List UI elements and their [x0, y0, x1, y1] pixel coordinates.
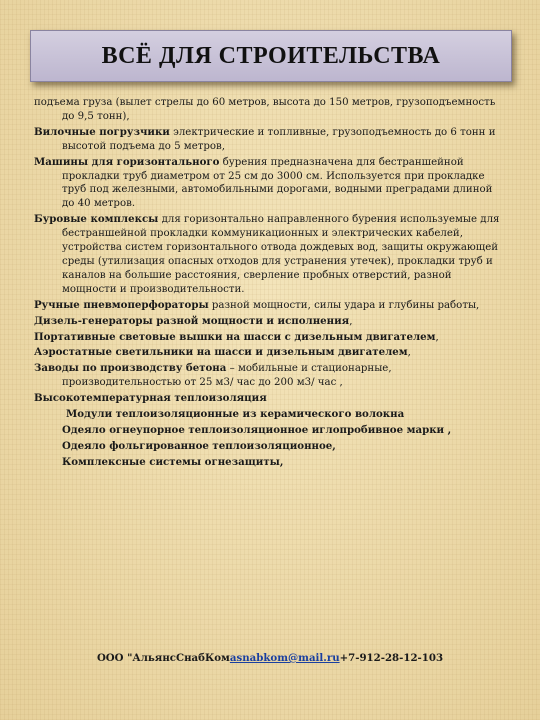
product-list: [34, 96, 504, 472]
company-name: ООО "АльянсСнабКом: [96, 652, 230, 664]
sub-list-item: Модули теплоизоляционные из керамического волокна: [66, 408, 405, 421]
list-item: [34, 299, 504, 313]
item-text: электрические и топливные, грузоподъемность до 6 тонн и высотой подъема до 5 метров,: [62, 126, 496, 152]
item-bold: Машины для горизонтального: [34, 155, 220, 168]
item-text: бурения предназначена для бестраншейной прокладки труб диаметром от 25 см до 3000 см. Используется при прокладке труб под железными, автомобильными дорогами, водными преградами длиной до 40 метров.: [62, 156, 493, 210]
item-text: для горизонтально направленного бурения используемые для бестраншейной прокладки коммуникационных и электрических кабелей, устройства систем горизонтального отвода дождевых вод, защиты окружающей среды (утилизация опасных отходов для устранения утечек), прокладки труб и каналов на большие расстояния, сверление пробных отверстий, разной мощности и производительности.: [62, 214, 500, 295]
item-bold: Аэростатные светильники на шасси и дизельным двигателем: [34, 346, 408, 359]
list-item: [34, 96, 504, 124]
list-item: [34, 392, 504, 406]
item-text: ,: [349, 315, 353, 327]
sub-list-item: Комплексные системы огнезащиты,: [62, 455, 284, 468]
item-bold: Буровые комплексы: [34, 213, 159, 226]
item-text: разной мощности, силы удара и глубины работы,: [208, 299, 480, 311]
phone-number: +7-912-28-12-103: [339, 652, 444, 664]
item-bold: Вилочные погрузчики: [34, 125, 170, 138]
list-item: [34, 213, 504, 296]
item-bold: Заводы по производству бетона: [34, 362, 227, 375]
item-text: ,: [407, 347, 411, 359]
item-text: – мобильные и стационарные, производительностью от 25 м3/ час до 200 м3/ час ,: [62, 363, 392, 389]
item-bold: Дизель-генераторы разной мощности и исполнения: [34, 314, 350, 327]
list-item: [34, 156, 504, 212]
email-link[interactable]: asnabkom@mail.ru: [229, 652, 340, 664]
item-bold: Ручные пневмоперфораторы: [34, 298, 209, 311]
contact-footer: [0, 652, 540, 664]
list-item: [34, 315, 504, 329]
list-item: [34, 126, 504, 154]
page-title: ВСЁ ДЛЯ СТРОИТЕЛЬСТВА: [101, 42, 441, 69]
item-text: подъема груза (вылет стрелы до 60 метров, высота до 150 метров, грузоподъемность до 9,5 тонн),: [34, 97, 496, 122]
item-text: ,: [435, 331, 439, 343]
list-item: [34, 362, 504, 390]
item-bold: Высокотемпературная теплоизоляция: [34, 392, 267, 405]
title-banner: [30, 30, 512, 82]
sub-list-item: Одеяло фольгированное теплоизоляционное,: [62, 439, 336, 452]
list-item: [34, 346, 504, 360]
item-bold: Портативные световые вышки на шасси с дизельным двигателем: [34, 330, 436, 343]
sub-list-item: Одеяло огнеупорное теплоизоляционное иглопробивное марки ,: [62, 423, 452, 436]
list-item: [34, 331, 504, 345]
